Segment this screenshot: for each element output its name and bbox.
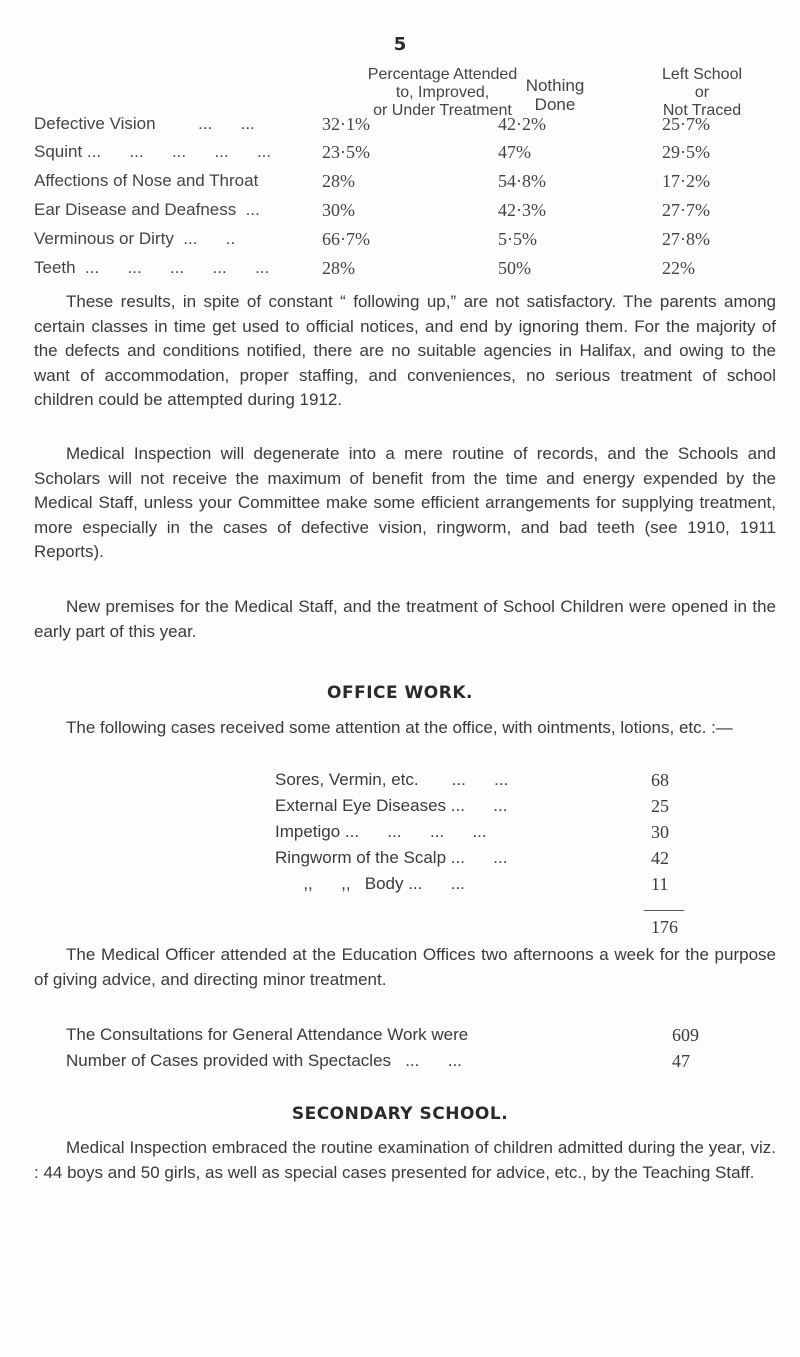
header-line: Left School [661, 66, 743, 83]
header-left-school [608, 66, 796, 120]
cell-nothing-done: 54·8% [498, 171, 546, 191]
header-nothing-done [495, 76, 615, 114]
office-item-label: Sores, Vermin, etc. ... ... [275, 770, 509, 789]
office-item-value: 25 [651, 796, 669, 816]
spectacles-value: 47 [672, 1051, 690, 1071]
cell-left-school: 22% [662, 258, 695, 278]
header-line: Nothing [525, 76, 585, 95]
cell-left-school: 29·5% [662, 142, 710, 162]
heading-secondary-school: SECONDARY SCHOOL. [291, 1104, 509, 1124]
table-row [34, 114, 794, 140]
heading-office-work: OFFICE WORK. [327, 683, 473, 703]
row-label: Verminous or Dirty ... .. [34, 229, 236, 248]
paragraph-secondary-school: Medical Inspection embraced the routine examination of children admitted during the year, viz. : 44 boys and 50 girls, as well as special cases presented for advice, etc., by the Teaching Staff. [34, 1138, 776, 1182]
spectacles-label: Number of Cases provided with Spectacles ... ... [66, 1051, 462, 1070]
office-list-item [275, 874, 695, 900]
header-line: Percentage Attended [367, 66, 518, 83]
cell-attended: 28% [322, 258, 355, 278]
office-item-label: Ringworm of the Scalp ... ... [275, 848, 508, 867]
office-list-item [275, 770, 695, 796]
office-list-item [275, 848, 695, 874]
cell-attended: 32·1% [322, 114, 370, 134]
table-row [34, 258, 794, 284]
header-line: or Under Treatment [373, 102, 512, 119]
row-label: Squint ... ... ... ... ... [34, 142, 272, 161]
cell-left-school: 25·7% [662, 114, 710, 134]
paragraph-results: These results, in spite of constant “ following up,” are not satisfactory. The parents among certain classes in time get used to official notices, and end by ignoring them. For the majority of the defects and conditions notified, there are no suitable agencies in Halifax, and owing to the want of accommodation, proper staffing, and conveniences, no serious treatment of school children could be attempted during 1912. [34, 292, 776, 409]
total-rule [644, 910, 684, 911]
page-number: 5 [393, 34, 407, 55]
consultations-label: The Consultations for General Attendance Work were [66, 1025, 469, 1044]
cell-left-school: 17·2% [662, 171, 710, 191]
row-label: Ear Disease and Deafness ... [34, 200, 260, 219]
cell-attended: 66·7% [322, 229, 370, 249]
cell-nothing-done: 47% [498, 142, 531, 162]
header-line: to, Improved, [395, 84, 490, 101]
office-item-label: Impetigo ... ... ... ... [275, 822, 487, 841]
office-item-value: 42 [651, 848, 669, 868]
office-list-item [275, 822, 695, 848]
cell-nothing-done: 50% [498, 258, 531, 278]
paragraph-medical-officer: The Medical Officer attended at the Education Offices two afternoons a week for the purpose of giving advice, and directing minor treatment. [34, 945, 776, 989]
paragraph-medical-inspection: Medical Inspection will degenerate into a mere routine of records, and the Schools and Scholars will not receive the maximum of benefit from the time and energy expended by the Medical Staff, unless your Committee make some efficient arrangements for supplying treatment, more especially in the cases of defective vision, ringworm, and bad teeth (see 1910, 1911 Reports). [34, 444, 776, 561]
table-row [34, 200, 794, 226]
office-total: 176 [651, 917, 678, 937]
office-item-label: External Eye Diseases ... ... [275, 796, 508, 815]
cell-left-school: 27·8% [662, 229, 710, 249]
header-line: Done [534, 95, 576, 114]
table-row [34, 171, 794, 197]
cell-nothing-done: 5·5% [498, 229, 537, 249]
row-label: Defective Vision ... ... [34, 114, 255, 133]
cell-left-school: 27·7% [662, 200, 710, 220]
office-item-label: ,, ,, Body ... ... [275, 874, 465, 893]
office-item-value: 68 [651, 770, 669, 790]
header-line: or [694, 84, 710, 101]
cell-attended: 28% [322, 171, 355, 191]
cell-attended: 23·5% [322, 142, 370, 162]
cell-attended: 30% [322, 200, 355, 220]
row-label: Affections of Nose and Throat [34, 171, 259, 190]
office-list-item [275, 796, 695, 822]
spectacles-line [66, 1051, 746, 1071]
consultations-line [66, 1025, 746, 1045]
paragraph-office-intro: The following cases received some attention at the office, with ointments, lotions, etc. :— [66, 718, 733, 737]
cell-nothing-done: 42·2% [498, 114, 546, 134]
row-label: Teeth ... ... ... ... ... [34, 258, 270, 277]
table-row [34, 229, 794, 255]
table-row [34, 142, 794, 168]
office-item-value: 11 [651, 874, 669, 894]
consultations-value: 609 [672, 1025, 699, 1045]
header-line: Not Traced [662, 102, 742, 119]
office-item-value: 30 [651, 822, 669, 842]
cell-nothing-done: 42·3% [498, 200, 546, 220]
paragraph-new-premises: New premises for the Medical Staff, and the treatment of School Children were opened in the early part of this year. [34, 597, 776, 641]
